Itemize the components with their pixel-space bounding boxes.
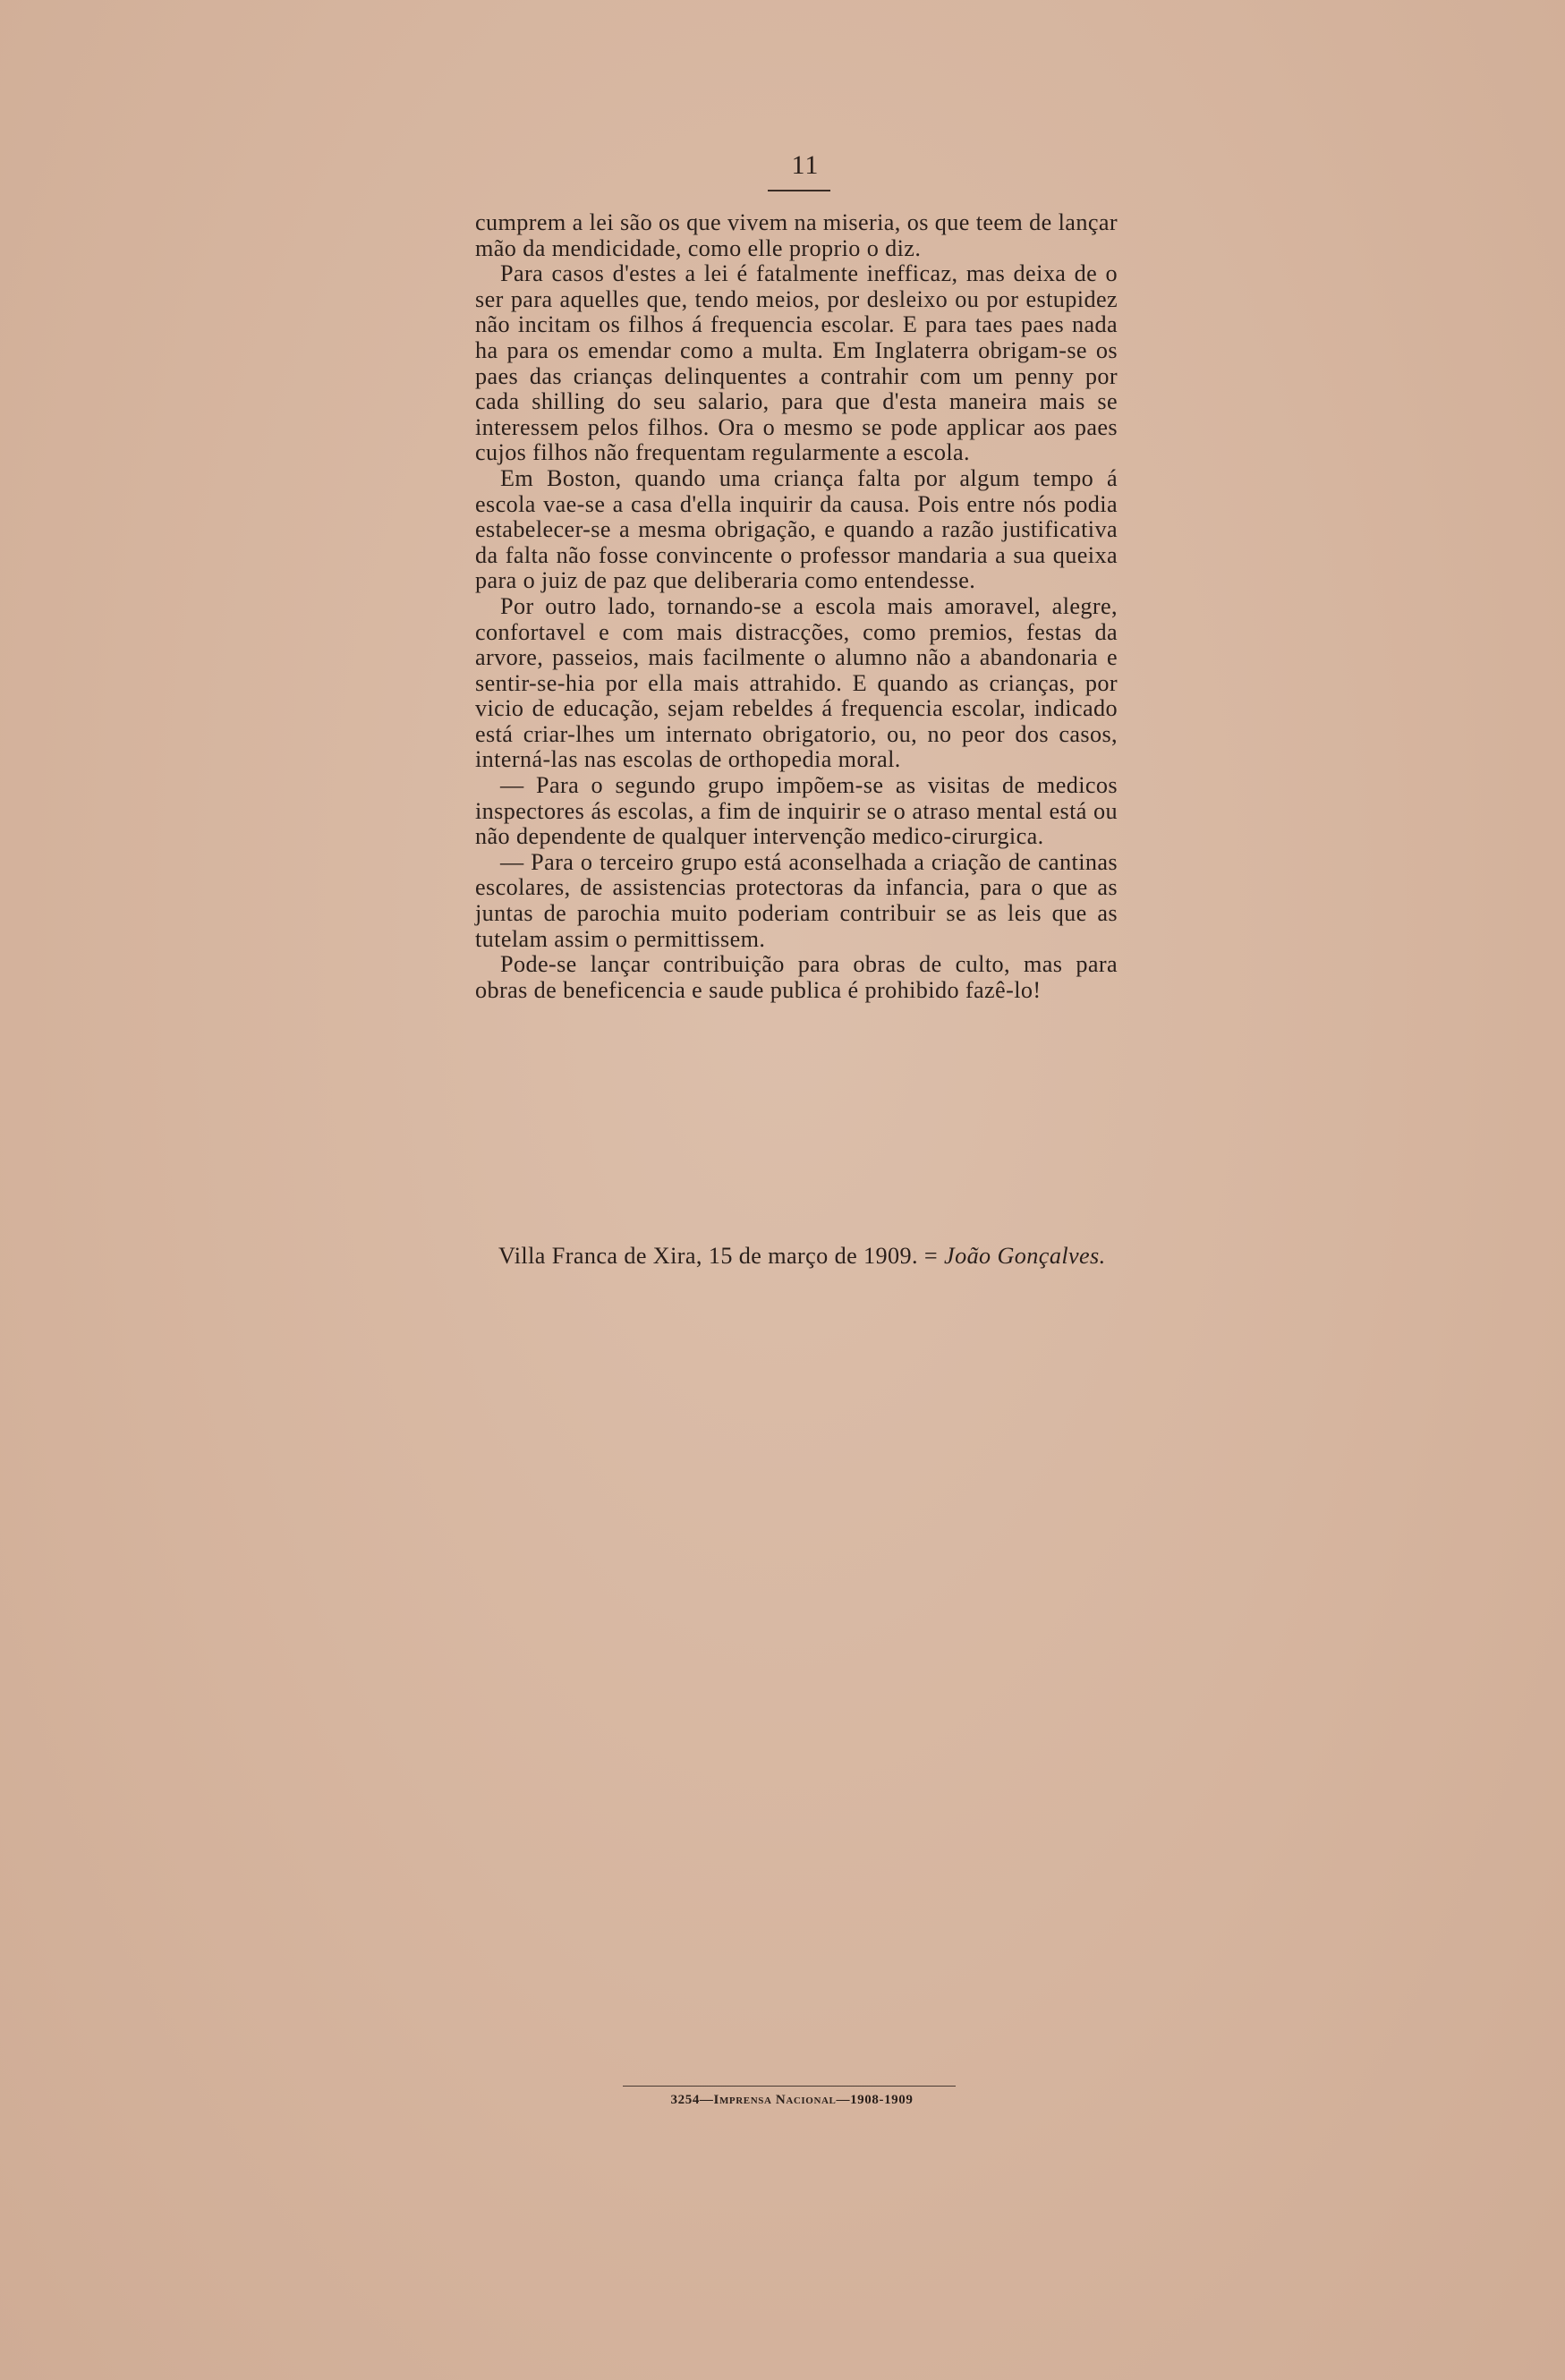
page-number: 11	[791, 150, 820, 180]
paragraph-3: Em Boston, quando uma criança falta por algum tempo á escola vae-se a casa d'ella inquirir da causa. Pois entre nós podia estabelecer-se a mesma obrigação, e quando a razão justificativa da falta não fosse convincente o professor mandaria a sua queixa para o juiz de paz que deliberaria como entendesse.	[475, 464, 1118, 594]
paragraph-2: Para casos d'estes a lei é fatalmente inefficaz, mas deixa de o ser para aquelles que, tendo meios, por desleixo ou por estupidez não incitam os filhos á frequencia escolar. E para taes paes nada ha para os emendar como a multa. Em Inglaterra obrigam-se os paes das crianças delinquentes a contrahir com um penny por cada shilling do seu salario, para que d'esta maneira mais se interessem pelos filhos. Ora o mesmo se pode applicar aos paes cujos filhos não frequentam regularmente a escola.	[475, 260, 1118, 466]
page-number-rule	[768, 190, 830, 191]
paragraph-7: Pode-se lançar contribuição para obras de culto, mas para obras de beneficencia e saude publica é prohibido fazê-lo!	[475, 951, 1118, 1003]
signature-line	[475, 1243, 1118, 1269]
paragraph-6: — Para o terceiro grupo está aconselhada a criação de cantinas escolares, de assistencias protectoras da infancia, para o que as juntas de parochia muito poderiam contribuir se as leis que as tutelam assim o permittissem.	[475, 848, 1118, 952]
place-date: Villa Franca de Xira, 15 de março de 1909. =	[498, 1243, 945, 1269]
footer-rule	[623, 2086, 956, 2087]
body-text	[475, 210, 1118, 1003]
author-name: João Gonçalves.	[944, 1243, 1106, 1269]
paragraph-4: Por outro lado, tornando-se a escola mais amoravel, alegre, confortavel e com mais distracções, como premios, festas da arvore, passeios, mais facilmente o alumno não a abandonaria e sentir-se-hia por ella mais attrahido. E quando as crianças, por vicio de educação, sejam rebeldes á frequencia escolar, indicado está criar-lhes um internato obrigatorio, ou, no peor dos casos, interná-las nas escolas de orthopedia moral.	[475, 592, 1118, 773]
paragraph-5: — Para o segundo grupo impõem-se as visitas de medicos inspectores ás escolas, a fim de inquirir se o atraso mental está ou não dependente de qualquer intervenção medico-cirurgica.	[475, 772, 1118, 850]
printer-imprint: 3254—Imprensa Nacional—1908-1909	[670, 2093, 914, 2107]
paragraph-1: cumprem a lei são os que vivem na miseria, os que teem de lançar mão da mendicidade, como elle proprio o diz.	[475, 209, 1118, 261]
